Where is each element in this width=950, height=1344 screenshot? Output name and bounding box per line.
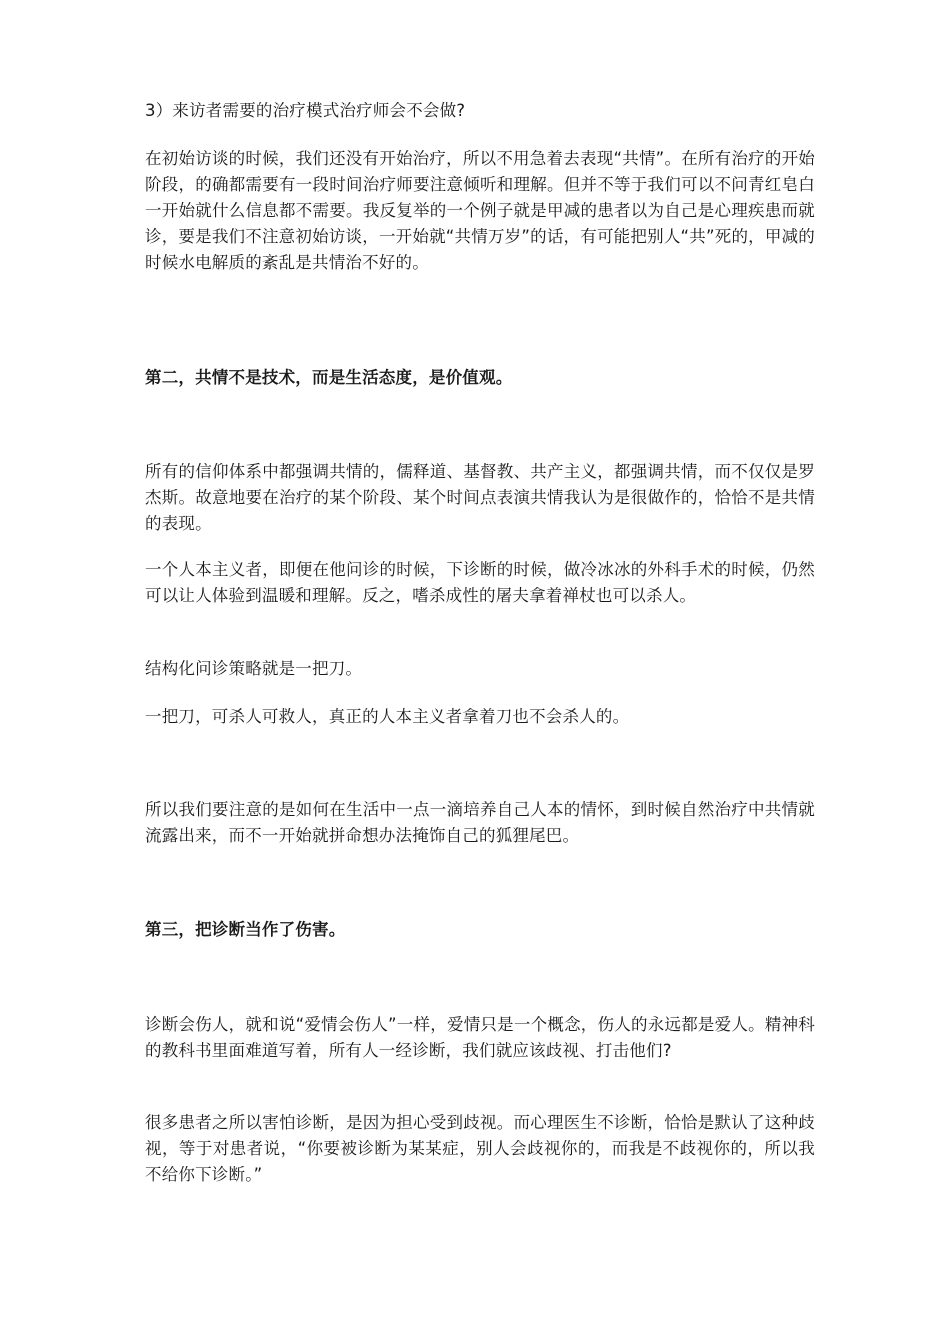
paragraph-diagnosis-hurts: 诊断会伤人，就和说“爱情会伤人”一样，爱情只是一个概念，伤人的永远都是爱人。精神科的教科书里面难道写着，所有人一经诊断，我们就应该歧视、打击他们?: [145, 1015, 815, 1060]
section-heading-second: 第二，共情不是技术，而是生活态度，是价值观。: [145, 368, 513, 387]
paragraph-cultivate: 所以我们要注意的是如何在生活中一点一滴培养自己人本的情怀，到时候自然治疗中共情就流露出来，而不一开始就拼命想办法掩饰自己的狐狸尾巴。: [145, 800, 815, 845]
paragraph-initial-interview: 在初始访谈的时候，我们还没有开始治疗，所以不用急着去表现“共情”。在所有治疗的开始阶段，的确都需要有一段时间治疗师要注意倾听和理解。但并不等于我们可以不问青红皂白一开始就什么信息都不需要。我反复举的一个例子就是甲减的患者以为自己是心理疾患而就诊，要是我们不注意初始访谈，一开始就“共情万岁”的话，有可能把别人“共”死的，甲减的时候水电解质的紊乱是共情治不好的。: [145, 149, 815, 272]
list-item-heading: 3）来访者需要的治疗模式治疗师会不会做?: [145, 101, 466, 120]
paragraph-belief-systems: 所有的信仰体系中都强调共情的，儒释道、基督教、共产主义，都强调共情，而不仅仅是罗杰斯。故意地要在治疗的某个阶段、某个时间点表演共情我认为是很做作的，恰恰不是共情的表现。: [145, 462, 815, 533]
section-heading-third: 第三，把诊断当作了伤害。: [145, 920, 346, 939]
paragraph-humanist: 一个人本主义者，即便在他问诊的时候，下诊断的时候，做冷冰冰的外科手术的时候，仍然可以让人体验到温暖和理解。反之，嗜杀成性的屠夫拿着禅杖也可以杀人。: [145, 560, 815, 605]
paragraph-fear-diagnosis: 很多患者之所以害怕诊断，是因为担心受到歧视。而心理医生不诊断，恰恰是默认了这种歧视，等于对患者说，“你要被诊断为某某症，别人会歧视你的，而我是不歧视你的，所以我不给你下诊断。”: [145, 1113, 815, 1184]
paragraph-knife: 一把刀，可杀人可救人，真正的人本主义者拿着刀也不会杀人的。: [145, 707, 630, 726]
paragraph-knife-strategy: 结构化问诊策略就是一把刀。: [145, 659, 363, 678]
